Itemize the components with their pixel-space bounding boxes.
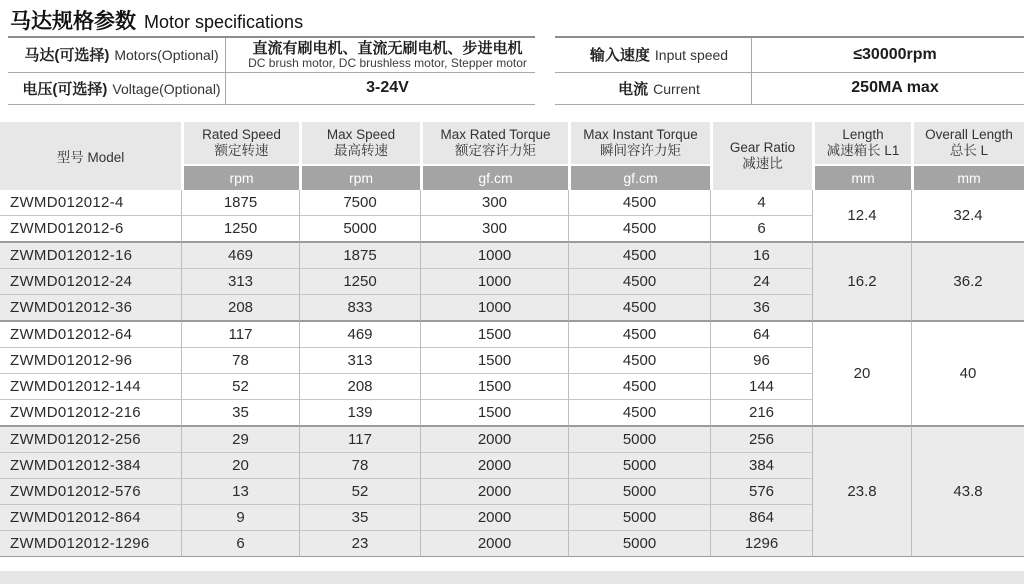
max-rated-torque-cell: 1000 [420,294,568,320]
label-en: Input speed [654,47,729,64]
unit-cell: rpm [181,164,299,190]
overall-length-cell: 36.2 [911,241,1024,320]
page-title-en: Motor specifications [144,12,304,32]
gear-ratio-cell: 384 [710,452,812,478]
model-cell: ZWMD012012-96 [0,347,181,373]
rated-speed-cell: 13 [181,478,299,504]
gear-ratio-cell: 256 [710,425,812,452]
max-speed-cell: 5000 [299,215,420,241]
table-row [555,37,1024,72]
model-cell: ZWMD012012-384 [0,452,181,478]
model-cell: ZWMD012012-216 [0,399,181,425]
current-label [555,72,752,104]
label-zh: 输入速度 [589,47,650,65]
label-en: Voltage(Optional) [112,80,221,97]
gear-ratio-cell: 216 [710,399,812,425]
header-en: Max Speed [326,127,396,142]
value: ≤30000rpm [853,45,937,63]
value-en: DC brush motor, DC brushless motor, Stepper motor [248,55,527,70]
max-instant-torque-cell: 5000 [568,504,710,530]
table-row [0,425,1024,452]
input-speed-value [752,37,1024,72]
label-zh: 电流 [618,80,649,98]
max-speed-cell: 139 [299,399,420,425]
page-title [10,5,303,35]
gear-ratio-cell: 96 [710,347,812,373]
header-zh: 额定转速 [214,143,269,158]
label-en: Motors(Optional) [114,47,219,64]
gear-ratio-cell: 36 [710,294,812,320]
overall-length-cell: 40 [911,320,1024,425]
model-cell: ZWMD012012-144 [0,373,181,399]
header-zh: 瞬间容许力矩 [600,143,681,158]
voltage-optional-value [226,72,536,104]
header-en: Overall Length [925,127,1013,142]
model-cell: ZWMD012012-1296 [0,530,181,557]
max-instant-torque-cell: 4500 [568,241,710,268]
max-rated-torque-cell: 1000 [420,241,568,268]
max-speed-cell: 78 [299,452,420,478]
rated-speed-cell: 117 [181,320,299,347]
max-instant-torque-cell: 4500 [568,373,710,399]
header-zh: 最高转速 [334,143,388,158]
max-instant-torque-header [568,122,710,164]
unit-cell: mm [911,164,1024,190]
rated-speed-cell: 52 [181,373,299,399]
max-rated-torque-cell: 2000 [420,530,568,557]
model-cell: ZWMD012012-64 [0,320,181,347]
rated-speed-cell: 313 [181,268,299,294]
max-speed-header [299,122,420,164]
header-zh: 总长 L [949,143,989,158]
max-speed-cell: 313 [299,347,420,373]
max-rated-torque-cell: 2000 [420,504,568,530]
max-instant-torque-cell: 5000 [568,530,710,557]
gear-ratio-cell: 144 [710,373,812,399]
max-speed-cell: 35 [299,504,420,530]
header-en: Max Rated Torque [440,127,551,142]
unit-cell: mm [812,164,911,190]
gear-ratio-cell: 24 [710,268,812,294]
max-instant-torque-cell: 5000 [568,425,710,452]
max-rated-torque-cell: 2000 [420,425,568,452]
max-rated-torque-cell: 300 [420,215,568,241]
length-cell: 16.2 [812,241,911,320]
value: 250MA max [851,79,939,96]
gear-ratio-cell: 16 [710,241,812,268]
max-rated-torque-cell: 300 [420,190,568,215]
rated-speed-cell: 208 [181,294,299,320]
rated-speed-cell: 469 [181,241,299,268]
header-en: Max Instant Torque [583,127,698,142]
header-en: Length [842,127,884,142]
gear-ratio-cell: 64 [710,320,812,347]
max-speed-cell: 1875 [299,241,420,268]
max-instant-torque-cell: 5000 [568,478,710,504]
unit-cell: rpm [299,164,420,190]
rated-speed-cell: 78 [181,347,299,373]
length-cell: 20 [812,320,911,425]
gear-ratio-cell: 1296 [710,530,812,557]
motor-options-table [8,36,535,105]
model-cell: ZWMD012012-864 [0,504,181,530]
max-speed-cell: 1250 [299,268,420,294]
table-row [8,72,535,104]
max-rated-torque-cell: 1500 [420,320,568,347]
rated-speed-cell: 29 [181,425,299,452]
max-speed-cell: 469 [299,320,420,347]
model-cell: ZWMD012012-16 [0,241,181,268]
table-row [0,320,1024,347]
model-cell: ZWMD012012-36 [0,294,181,320]
max-instant-torque-cell: 4500 [568,399,710,425]
page-title-zh: 马达规格参数 [10,10,136,33]
model-cell: ZWMD012012-6 [0,215,181,241]
unit-cell: gf.cm [568,164,710,190]
max-instant-torque-cell: 4500 [568,347,710,373]
motor-spec-table [0,122,1024,557]
gear-ratio-cell: 6 [710,215,812,241]
unit-cell: gf.cm [420,164,568,190]
table-row [0,190,1024,215]
current-value [752,72,1024,104]
header-zh: 额定容许力矩 [455,143,536,158]
label-en: Current [653,80,700,97]
max-instant-torque-cell: 4500 [568,215,710,241]
voltage-optional-label [8,72,226,104]
model-cell: ZWMD012012-4 [0,190,181,215]
model-cell: ZWMD012012-24 [0,268,181,294]
max-rated-torque-cell: 1500 [420,373,568,399]
label-zh: 马达(可选择) [24,47,110,65]
max-speed-cell: 117 [299,425,420,452]
max-rated-torque-cell: 1500 [420,399,568,425]
header-zh: 减速比 [742,156,783,171]
length-cell: 23.8 [812,425,911,557]
model-cell: ZWMD012012-256 [0,425,181,452]
overall-length-cell: 32.4 [911,190,1024,241]
rated-speed-cell: 9 [181,504,299,530]
motors-optional-label [8,37,226,72]
max-instant-torque-cell: 4500 [568,268,710,294]
rated-speed-cell: 35 [181,399,299,425]
max-instant-torque-cell: 4500 [568,190,710,215]
max-instant-torque-cell: 4500 [568,320,710,347]
table-row [8,37,535,72]
max-instant-torque-cell: 5000 [568,452,710,478]
max-rated-torque-cell: 1000 [420,268,568,294]
max-speed-cell: 7500 [299,190,420,215]
max-speed-cell: 208 [299,373,420,399]
gear-ratio-cell: 864 [710,504,812,530]
model-cell: ZWMD012012-576 [0,478,181,504]
table-row [0,241,1024,268]
header-en: Rated Speed [202,127,281,142]
rated-speed-cell: 1250 [181,215,299,241]
overall-length-cell: 43.8 [911,425,1024,557]
max-instant-torque-cell: 4500 [568,294,710,320]
gear-ratio-cell: 576 [710,478,812,504]
header-row-titles [0,122,1024,164]
length-header [812,122,911,164]
rated-speed-header [181,122,299,164]
rated-speed-cell: 1875 [181,190,299,215]
max-rated-torque-cell: 2000 [420,452,568,478]
header-zh: 减速箱长 L1 [826,143,900,158]
overall-length-header [911,122,1024,164]
max-rated-torque-header [420,122,568,164]
motors-optional-value [226,37,536,72]
model-column-header: 型号 Model [0,122,181,190]
gear-ratio-cell: 4 [710,190,812,215]
max-rated-torque-cell: 2000 [420,478,568,504]
input-specs-table [555,36,1024,105]
label-zh: 电压(可选择) [22,80,108,98]
table-row [555,72,1024,104]
page-bottom-strip [0,571,1024,584]
value-zh: 直流有刷电机、直流无刷电机、步进电机 [252,39,523,57]
gear-ratio-header [710,122,812,190]
rated-speed-cell: 20 [181,452,299,478]
max-speed-cell: 833 [299,294,420,320]
header-en: Gear Ratio [729,140,796,155]
rated-speed-cell: 6 [181,530,299,557]
input-speed-label [555,37,752,72]
max-speed-cell: 23 [299,530,420,557]
max-rated-torque-cell: 1500 [420,347,568,373]
max-speed-cell: 52 [299,478,420,504]
length-cell: 12.4 [812,190,911,241]
value: 3-24V [366,79,409,96]
